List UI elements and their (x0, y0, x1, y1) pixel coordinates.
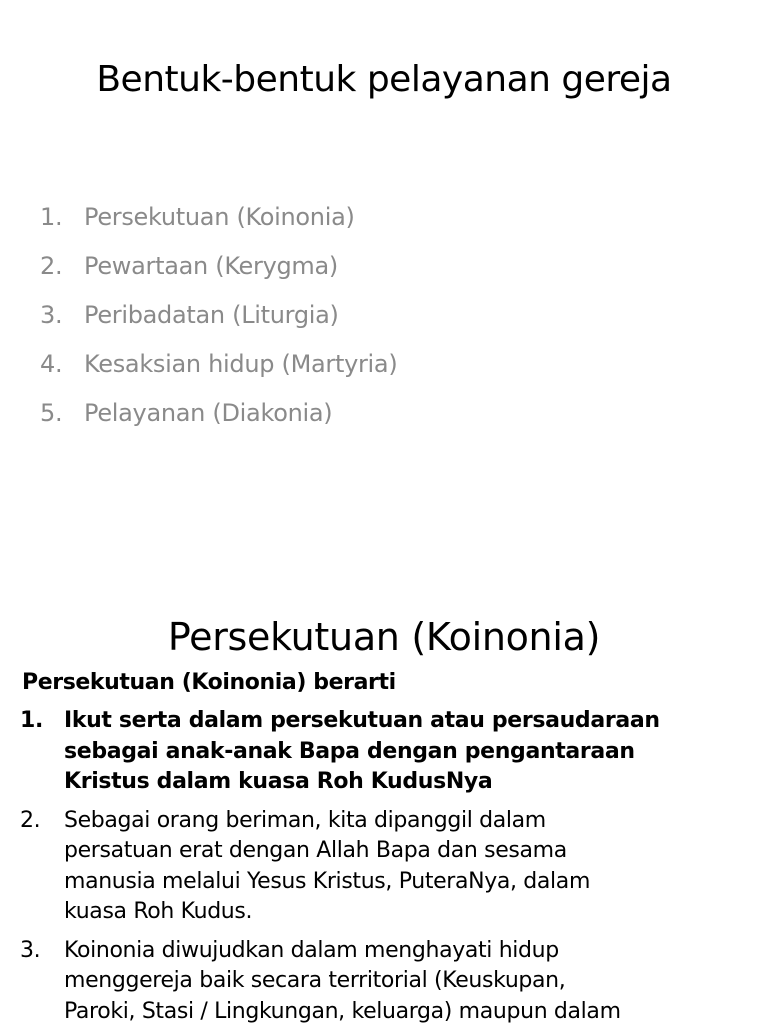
list-item-number: 1. (20, 708, 43, 733)
list-item-line: menggereja baik secara territorial (Keuskupan, (64, 968, 566, 993)
list-item-number: 3. (20, 937, 41, 963)
list-item-number: 5. (40, 399, 63, 427)
list-item-line: Koinonia diwujudkan dalam menghayati hidup (64, 937, 559, 963)
list-item-line: Paroki, Stasi / Lingkungan, keluarga) maupun dalam (64, 998, 621, 1024)
list-item-text: Persekutuan (Koinonia) (84, 203, 355, 231)
list-item-number: 3. (40, 301, 63, 329)
koinonia-meaning-list (0, 706, 724, 1024)
list-item (0, 936, 724, 1024)
list-item (0, 806, 724, 928)
list-item-number: 2. (20, 807, 41, 833)
list-item-line: Ikut serta dalam persekutuan atau persaudaraan (64, 708, 660, 733)
list-item-line: kuasa Roh Kudus. (64, 899, 253, 924)
list-item-line: Kristus dalam kuasa Roh KudusNya (64, 769, 493, 794)
list-item (0, 706, 724, 798)
slide-2-intro: Persekutuan (Koinonia) berarti (22, 670, 396, 695)
list-item-number: 2. (40, 252, 63, 280)
list-item-text: Pewartaan (Kerygma) (84, 252, 338, 280)
list-item-text: Pelayanan (Diakonia) (84, 399, 333, 427)
list-item-number: 4. (40, 350, 63, 378)
list-item-line: sebagai anak-anak Bapa dengan pengantaraan (64, 738, 635, 764)
list-item-number: 1. (40, 203, 63, 231)
list-item-line: manusia melalui Yesus Kristus, PuteraNya, dalam (64, 868, 591, 894)
list-item-text: Peribadatan (Liturgia) (84, 301, 339, 329)
slide-koinonia (0, 576, 768, 1024)
list-item-text: Kesaksian hidup (Martyria) (84, 350, 398, 378)
slide-1-title: Bentuk-bentuk pelayanan gereja (96, 59, 672, 100)
list-item-line: Sebagai orang beriman, kita dipanggil dalam (64, 807, 546, 833)
list-item-line: persatuan erat dengan Allah Bapa dan sesama (64, 838, 567, 863)
slide-2-title: Persekutuan (Koinonia) (167, 615, 601, 659)
